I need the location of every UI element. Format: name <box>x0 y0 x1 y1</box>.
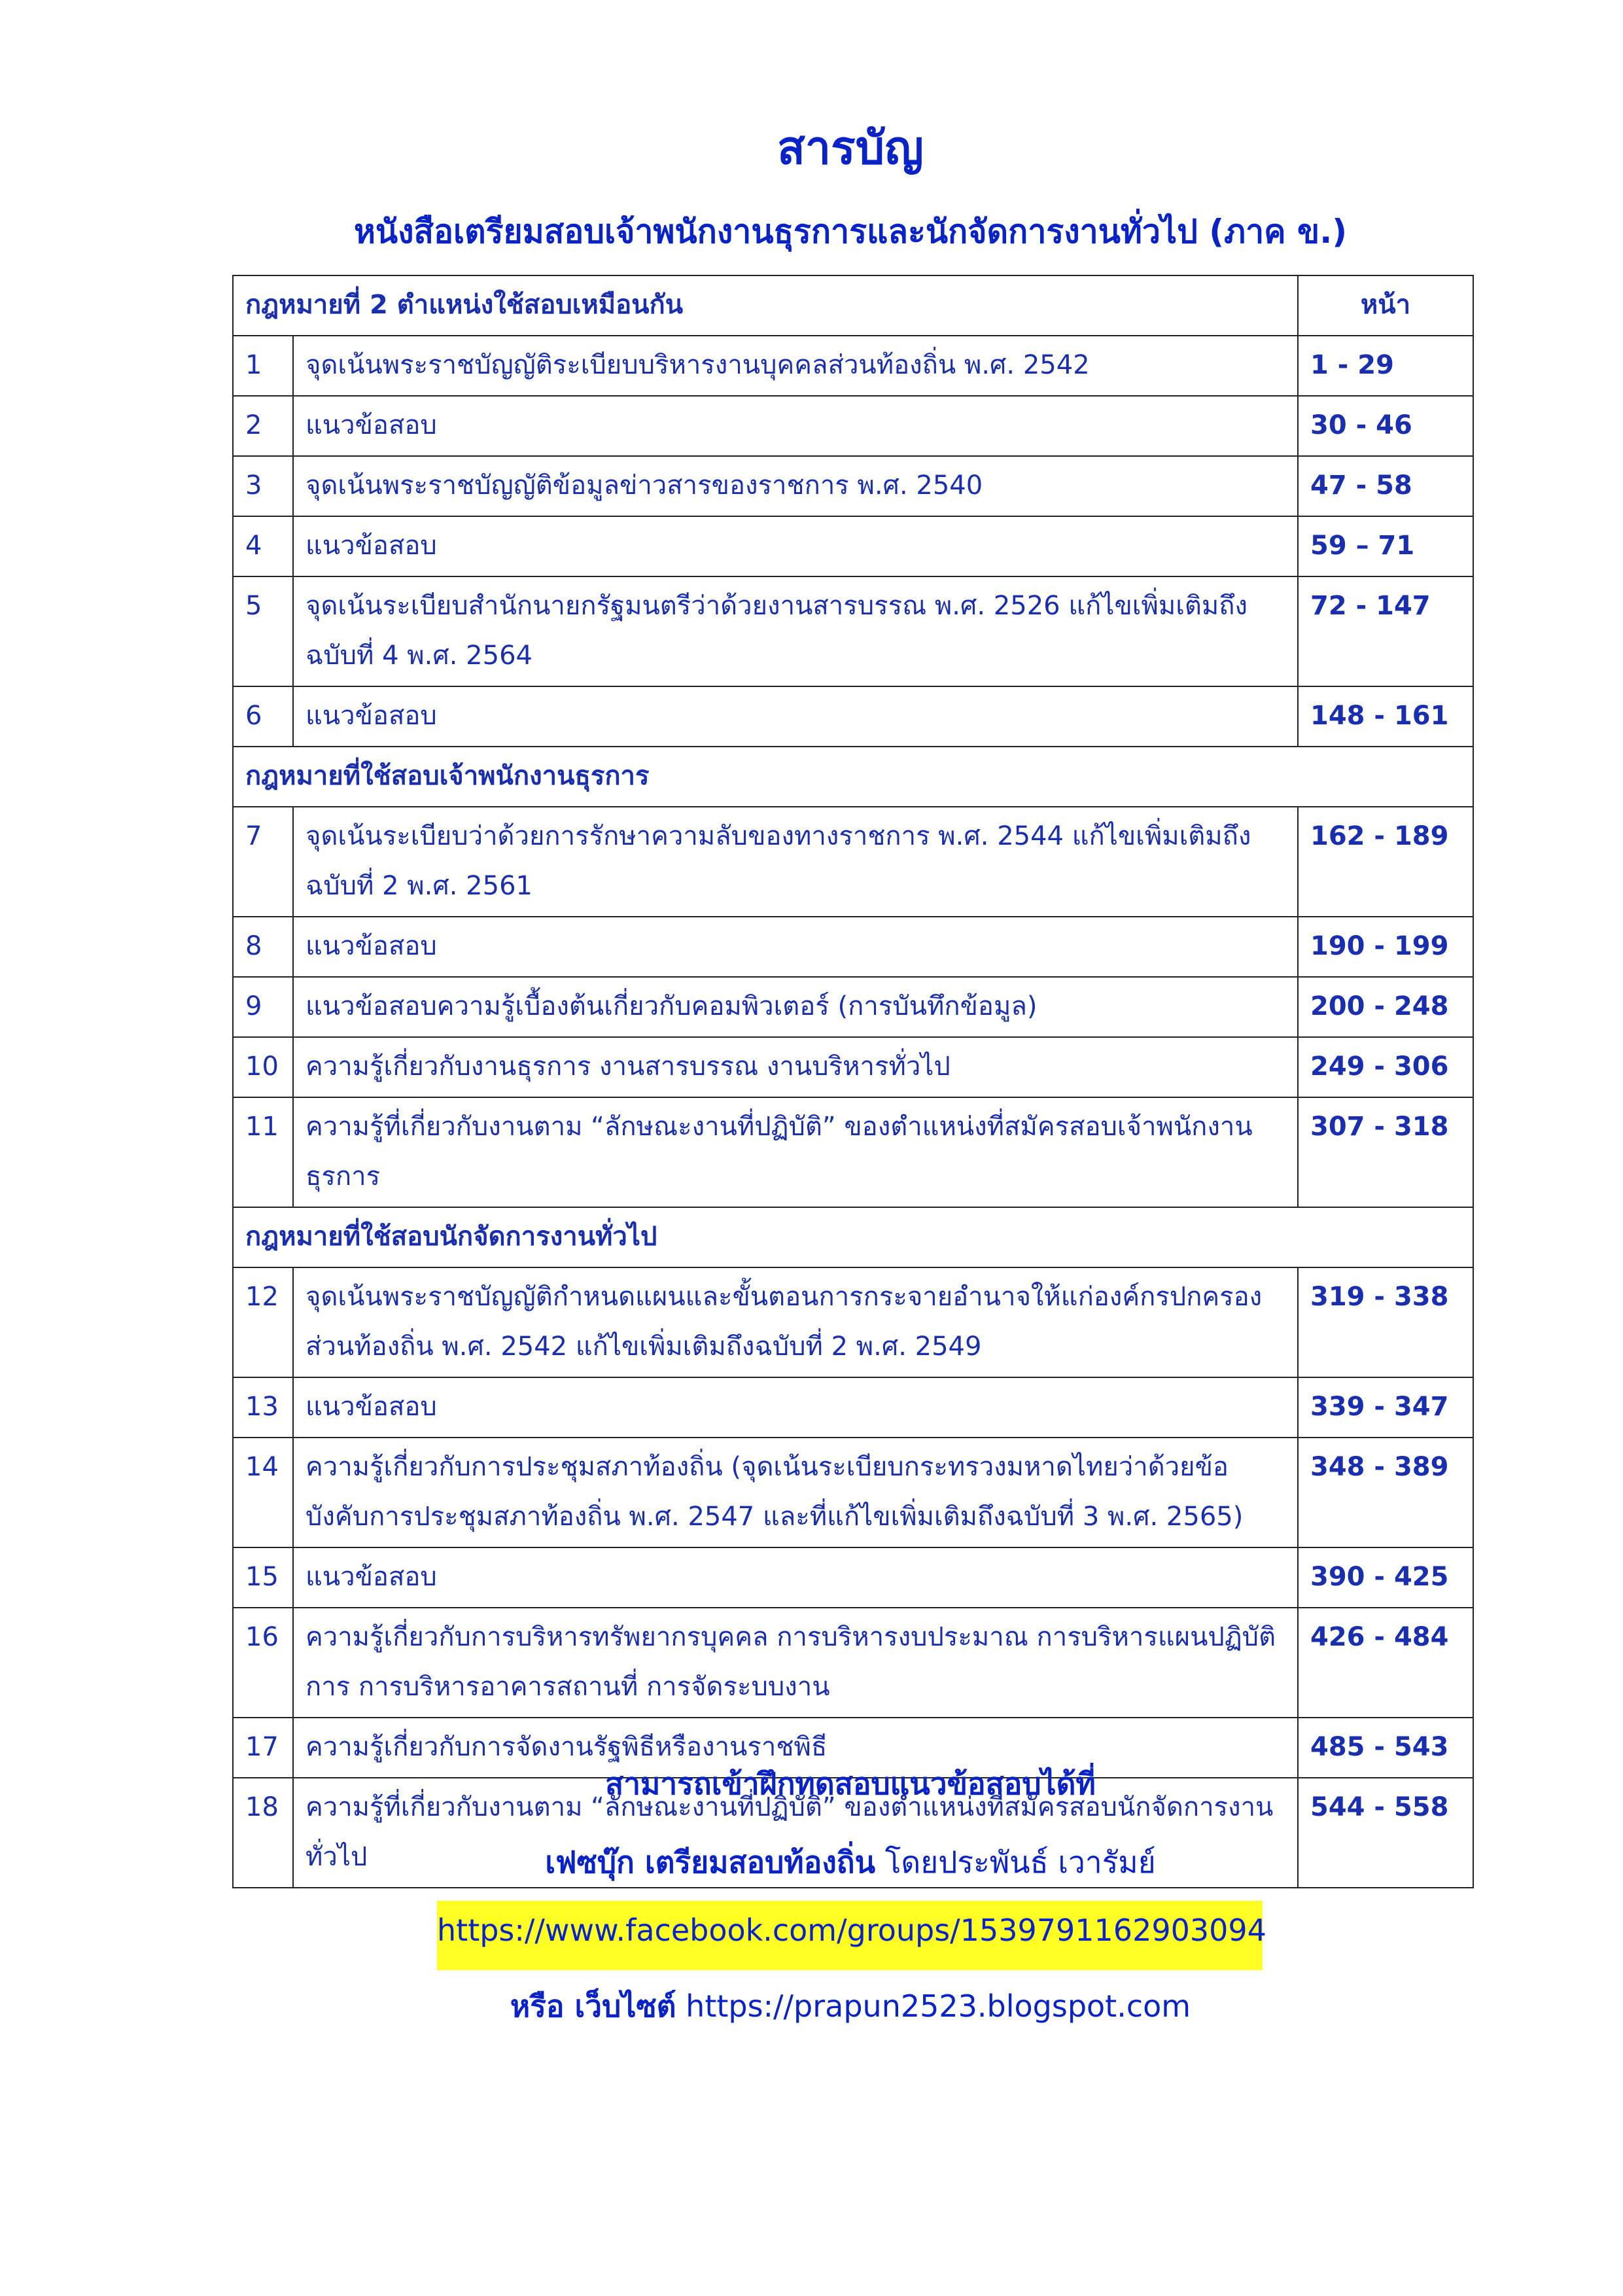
page-title: สารบัญ <box>777 121 924 175</box>
toc-row <box>233 1608 1473 1718</box>
row-title: ความรู้เกี่ยวกับงานธุรการ งานสารบรรณ งานบริหารทั่วไป <box>293 1037 1298 1097</box>
row-pages: 47 - 58 <box>1298 456 1473 516</box>
row-title: แนวข้อสอบ <box>293 516 1298 576</box>
row-title: จุดเน้นพระราชบัญญัติข้อมูลข่าวสารของราชการ พ.ศ. 2540 <box>293 456 1298 516</box>
book-subtitle-main: หนังสือเตรียมสอบเจ้าพนักงานธุรการและนักจัดการงานทั่วไป <box>353 213 1198 251</box>
toc-row <box>233 1547 1473 1608</box>
website-link[interactable]: https://prapun2523.blogspot.com <box>686 1988 1191 2024</box>
toc-header-row <box>233 275 1473 336</box>
row-title: แนวข้อสอบ <box>293 396 1298 456</box>
row-pages: 485 - 543 <box>1298 1718 1473 1778</box>
row-pages: 72 - 147 <box>1298 576 1473 686</box>
row-pages: 59 – 71 <box>1298 516 1473 576</box>
row-pages: 148 - 161 <box>1298 686 1473 747</box>
website-label: หรือ เว็บไซต์ <box>510 1988 676 2024</box>
section-heading-manager: กฎหมายที่ใช้สอบนักจัดการงานทั่วไป <box>233 1207 1473 1267</box>
row-number: 2 <box>233 396 293 456</box>
row-pages: 162 - 189 <box>1298 807 1473 917</box>
toc-row <box>233 977 1473 1037</box>
row-title: แนวข้อสอบ <box>293 917 1298 977</box>
toc-row <box>233 1438 1473 1547</box>
row-title: ความรู้ที่เกี่ยวกับงานตาม “ลักษณะงานที่ปฏิบัติ” ของตำแหน่งที่สมัครสอบนักจัดการงานทั่วไป <box>293 1778 1298 1888</box>
row-title: แนวข้อสอบ <box>293 1377 1298 1438</box>
row-number: 17 <box>233 1718 293 1778</box>
toc-section-row <box>233 747 1473 807</box>
row-number: 8 <box>233 917 293 977</box>
row-number: 6 <box>233 686 293 747</box>
toc-row <box>233 456 1473 516</box>
row-title: ความรู้ที่เกี่ยวกับงานตาม “ลักษณะงานที่ปฏิบัติ” ของตำแหน่งที่สมัครสอบเจ้าพนักงานธุรการ <box>293 1097 1298 1207</box>
row-title: ความรู้เกี่ยวกับการประชุมสภาท้องถิ่น (จุดเน้นระเบียบกระทรวงมหาดไทยว่าด้วยข้อบังคับการประชุมสภาท้องถิ่น พ.ศ. 2547 และที่แก้ไขเพิ่มเติมถึงฉบับที่ 3 พ.ศ. 2565) <box>293 1438 1298 1547</box>
row-pages: 249 - 306 <box>1298 1037 1473 1097</box>
section-heading-clerk: กฎหมายที่ใช้สอบเจ้าพนักงานธุรการ <box>233 747 1473 807</box>
row-pages: 390 - 425 <box>1298 1547 1473 1608</box>
row-pages: 190 - 199 <box>1298 917 1473 977</box>
toc-section-row <box>233 1207 1473 1267</box>
row-number: 3 <box>233 456 293 516</box>
row-pages: 426 - 484 <box>1298 1608 1473 1718</box>
row-pages: 544 - 558 <box>1298 1778 1473 1888</box>
row-pages: 339 - 347 <box>1298 1377 1473 1438</box>
row-pages: 307 - 318 <box>1298 1097 1473 1207</box>
toc-row <box>233 807 1473 917</box>
row-number: 5 <box>233 576 293 686</box>
toc-row <box>233 917 1473 977</box>
toc-row <box>233 576 1473 686</box>
footer-practice-note: สามารถเข้าฝึกทดสอบแนวข้อสอบได้ที่ <box>605 1766 1096 1801</box>
row-pages: 348 - 389 <box>1298 1438 1473 1547</box>
row-number: 9 <box>233 977 293 1037</box>
row-number: 15 <box>233 1547 293 1608</box>
row-title: จุดเน้นพระราชบัญญัติระเบียบบริหารงานบุคคลส่วนท้องถิ่น พ.ศ. 2542 <box>293 336 1298 396</box>
author-name: โดยประพันธ์ เวารัมย์ <box>884 1845 1156 1880</box>
row-number: 11 <box>233 1097 293 1207</box>
page-column-header: หน้า <box>1298 275 1473 336</box>
row-title: จุดเน้นพระราชบัญญัติกำหนดแผนและขั้นตอนการกระจายอำนาจให้แก่องค์กรปกครองส่วนท้องถิ่น พ.ศ. 2542 แก้ไขเพิ่มเติมถึงฉบับที่ 2 พ.ศ. 2549 <box>293 1267 1298 1377</box>
facebook-page-name: เฟซบุ๊ก เตรียมสอบท้องถิ่น <box>545 1845 876 1880</box>
row-number: 1 <box>233 336 293 396</box>
toc-row <box>233 1377 1473 1438</box>
facebook-group-link[interactable]: https://www.facebook.com/groups/1539791162903094 <box>437 1913 1266 1948</box>
row-title: จุดเน้นระเบียบว่าด้วยการรักษาความลับของทางราชการ พ.ศ. 2544 แก้ไขเพิ่มเติมถึงฉบับที่ 2 พ.ศ. 2561 <box>293 807 1298 917</box>
row-number: 18 <box>233 1778 293 1888</box>
row-number: 14 <box>233 1438 293 1547</box>
row-title: แนวข้อสอบความรู้เบื้องต้นเกี่ยวกับคอมพิวเตอร์ (การบันทึกข้อมูล) <box>293 977 1298 1037</box>
row-title: แนวข้อสอบ <box>293 686 1298 747</box>
toc-row <box>233 1267 1473 1377</box>
row-number: 12 <box>233 1267 293 1377</box>
row-pages: 200 - 248 <box>1298 977 1473 1037</box>
footer-facebook-line <box>0 1839 1623 1886</box>
row-title: จุดเน้นระเบียบสำนักนายกรัฐมนตรีว่าด้วยงานสารบรรณ พ.ศ. 2526 แก้ไขเพิ่มเติมถึงฉบับที่ 4 พ.ศ. 2564 <box>293 576 1298 686</box>
table-of-contents <box>232 275 1474 1888</box>
row-title: แนวข้อสอบ <box>293 1547 1298 1608</box>
toc-row <box>233 516 1473 576</box>
row-number: 13 <box>233 1377 293 1438</box>
row-title: ความรู้เกี่ยวกับการบริหารทรัพยากรบุคคล การบริหารงบประมาณ การบริหารแผนปฏิบัติการ การบริหารอาคารสถานที่ การจัดระบบงาน <box>293 1608 1298 1718</box>
row-title: ความรู้เกี่ยวกับการจัดงานรัฐพิธีหรืองานราชพิธี <box>293 1718 1298 1778</box>
row-number: 10 <box>233 1037 293 1097</box>
row-pages: 319 - 338 <box>1298 1267 1473 1377</box>
row-number: 16 <box>233 1608 293 1718</box>
footer-website-line <box>0 1983 1623 2030</box>
section-heading-shared: กฎหมายที่ 2 ตำแหน่งใช้สอบเหมือนกัน <box>233 275 1298 336</box>
facebook-link-highlight <box>437 1901 1266 1970</box>
toc-row <box>233 686 1473 747</box>
row-number: 4 <box>233 516 293 576</box>
book-subtitle-part: (ภาค ข.) <box>1209 213 1348 251</box>
row-pages: 30 - 46 <box>1298 396 1473 456</box>
row-pages: 1 - 29 <box>1298 336 1473 396</box>
toc-row <box>233 336 1473 396</box>
toc-row <box>233 396 1473 456</box>
toc-row <box>233 1097 1473 1207</box>
row-number: 7 <box>233 807 293 917</box>
toc-row <box>233 1037 1473 1097</box>
book-subtitle <box>0 206 1623 258</box>
